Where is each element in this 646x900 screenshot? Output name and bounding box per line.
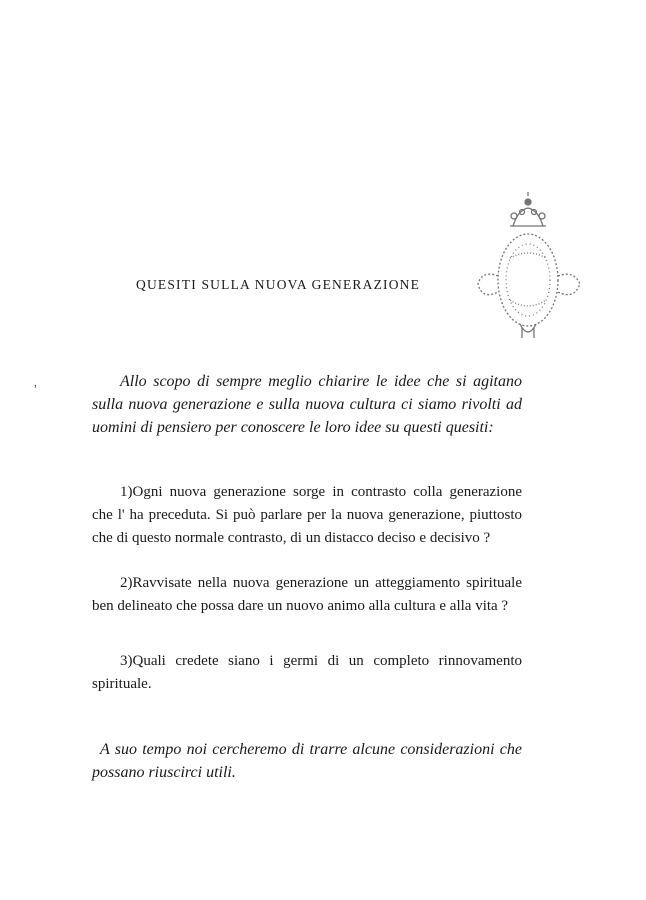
question-item <box>92 481 522 550</box>
page-title: QUESITI SULLA NUOVA GENERAZIONE <box>136 277 421 292</box>
question-text: Ravvisate nella nuova generazione un atteggiamento spirituale ben delineato che possa dare un nuovo animo alla cultura e alla vita ? <box>92 575 522 614</box>
stray-mark: , <box>34 375 37 389</box>
question-number: 3) <box>120 653 133 669</box>
question-text: Ogni nuova generazione sorge in contrasto colla generazione che l' ha preceduta. Si può parlare per la nuova generazione, piuttosto che di questo normale contrasto, di un distacco deciso e decisivo ? <box>92 484 522 546</box>
closing-text: A suo tempo noi cercheremo di trarre alcune considerazioni che possano riuscirci utili. <box>92 741 522 781</box>
question-item <box>92 572 522 618</box>
question-number: 2) <box>120 575 133 591</box>
closing-paragraph <box>92 738 522 784</box>
intro-text: Allo scopo di sempre meglio chiarire le idee che si agitano sulla nuova generazione e sulla nuova cultura ci siamo rivolti ad uomini di pensiero per conoscere le loro idee su questi quesiti: <box>92 373 522 436</box>
question-text: Quali credete siano i germi di un completo rinnovamento spirituale. <box>92 653 522 692</box>
library-stamp-icon <box>468 188 588 348</box>
question-number: 1) <box>120 484 133 500</box>
question-item <box>92 650 522 696</box>
intro-paragraph <box>92 370 522 439</box>
